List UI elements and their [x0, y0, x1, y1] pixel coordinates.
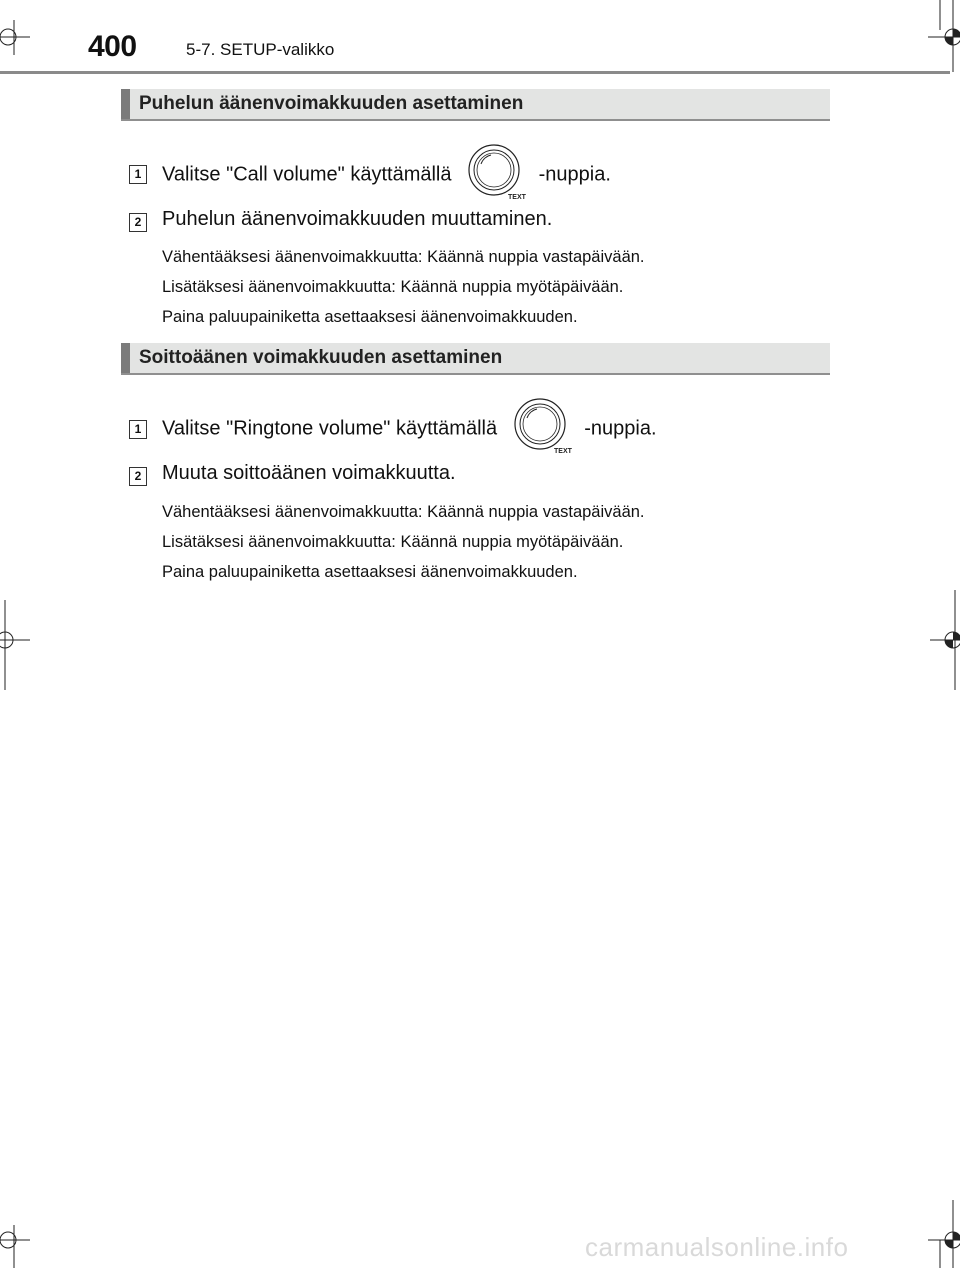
section-heading-bar	[121, 343, 130, 373]
note-line: Vähentääksesi äänenvoimakkuutta: Käännä nuppia vastapäivään.	[162, 503, 645, 521]
section-heading-title: Soittoäänen voimakkuuden asettaminen	[139, 347, 503, 368]
knob-label: TEXT	[553, 448, 572, 455]
page-number: 400	[88, 30, 137, 63]
note-line: Lisätäksesi äänenvoimakkuutta: Käännä nuppia myötäpäivään.	[162, 278, 624, 296]
tune-knob-icon	[513, 396, 573, 462]
step-badge-2: 2	[129, 467, 147, 486]
step-badge-1: 1	[129, 420, 147, 439]
step-1-text-before: Valitse "Ringtone volume" käyttämällä	[162, 417, 498, 440]
step-badge-1: 1	[129, 165, 147, 184]
section-heading-ringtone-volume	[121, 343, 830, 375]
knob-label: TEXT	[508, 194, 526, 201]
watermark: carmanualsonline.info	[585, 1232, 849, 1262]
step-badge-2: 2	[129, 213, 147, 232]
step-2-text: Muuta soittoäänen voimakkuutta.	[162, 462, 456, 484]
chapter-title: 5-7. SETUP-valikko	[186, 40, 335, 59]
header-rule	[0, 71, 950, 74]
note-line: Paina paluupainiketta asettaaksesi äänenvoimakkuuden.	[162, 308, 578, 326]
note-line: Vähentääksesi äänenvoimakkuutta: Käännä nuppia vastapäivään.	[162, 248, 645, 266]
step-1-text-after: -nuppia.	[538, 163, 611, 186]
step-1-text	[162, 142, 611, 208]
note-line: Lisätäksesi äänenvoimakkuutta: Käännä nuppia myötäpäivään.	[162, 533, 624, 551]
step-2-text: Puhelun äänenvoimakkuuden muuttaminen.	[162, 208, 553, 230]
note-line: Paina paluupainiketta asettaaksesi äänenvoimakkuuden.	[162, 563, 578, 581]
step-1-text-before: Valitse "Call volume" käyttämällä	[162, 163, 452, 186]
tune-knob-icon	[467, 142, 527, 208]
section-heading-call-volume	[121, 89, 830, 121]
section-heading-bar	[121, 89, 130, 119]
step-1-text	[162, 396, 657, 462]
section-heading-title: Puhelun äänenvoimakkuuden asettaminen	[139, 93, 524, 114]
step-1-text-after: -nuppia.	[584, 417, 657, 440]
